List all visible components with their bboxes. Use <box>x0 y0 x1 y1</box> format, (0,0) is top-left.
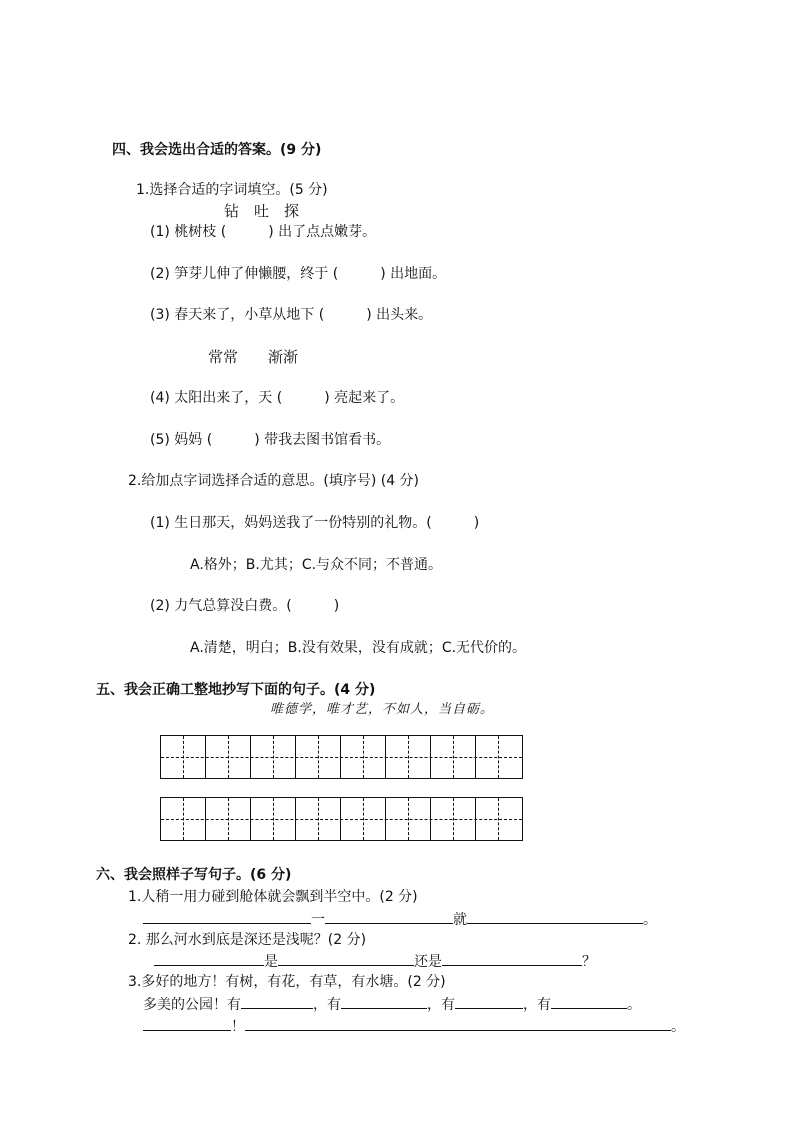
s6-q1-yi: 一 <box>311 912 325 928</box>
s6-q1-end: 。 <box>643 912 657 928</box>
s6-q2-shi: 是 <box>264 954 278 970</box>
q1-item-1: (1) 桃树枝 ( ) 出了点点嫩芽。 <box>150 224 377 240</box>
blank[interactable] <box>143 1017 231 1031</box>
blank[interactable] <box>245 1017 671 1031</box>
word-bank-b: 常常 渐渐 <box>208 348 299 366</box>
copy-sentence: 唯德学，唯才艺，不如人，当自砺。 <box>270 702 495 717</box>
q2-options-2: A.清楚，明白；B.没有效果，没有成就；C.无代价的。 <box>190 640 527 656</box>
blank[interactable] <box>455 995 523 1009</box>
word-bank-a: 钻 吐 探 <box>224 202 300 220</box>
s6-q2-end: ？ <box>582 954 596 970</box>
s6-q3-answer-line-2[interactable] <box>143 1017 685 1036</box>
writing-grid-1[interactable] <box>160 735 523 779</box>
s6-q3-comma: ，有 <box>313 997 341 1013</box>
s6-q2-title: 2. 那么河水到底是深还是浅呢？(2 分) <box>128 932 367 948</box>
s6-q3-title: 3.多好的地方！有树，有花，有草，有水塘。(2 分) <box>128 974 446 990</box>
s6-q3-end2: 。 <box>671 1019 685 1035</box>
s6-q3-end: 。 <box>627 997 641 1013</box>
s6-q1-title: 1.人稍一用力碰到舱体就会飘到半空中。(2 分) <box>128 889 418 905</box>
s6-q3-answer-line-1[interactable] <box>143 995 641 1014</box>
blank[interactable] <box>278 952 414 966</box>
s6-q1-jiu: 就 <box>453 912 467 928</box>
blank[interactable] <box>442 952 582 966</box>
q1-item-2: (2) 笋芽儿伸了伸懒腰，终于 ( ) 出地面。 <box>150 266 447 282</box>
writing-grid-2[interactable] <box>160 797 523 841</box>
section-5-heading: 五、我会正确工整地抄写下面的句子。(4 分) <box>96 682 376 698</box>
section-6-heading: 六、我会照样子写句子。(6 分) <box>96 867 292 883</box>
s6-q2-answer-line[interactable] <box>154 952 596 971</box>
q1-item-5: (5) 妈妈 ( ) 带我去图书馆看书。 <box>150 432 391 448</box>
blank[interactable] <box>341 995 427 1009</box>
q2-title: 2.给加点字词选择合适的意思。(填序号) (4 分) <box>128 473 420 489</box>
q1-title: 1.选择合适的字词填空。(5 分) <box>136 182 328 198</box>
s6-q3-start: 多美的公园！有 <box>143 997 241 1013</box>
s6-q3-comma: ，有 <box>427 997 455 1013</box>
q2-options-1: A.格外；B.尤其；C.与众不同；不普通。 <box>190 557 443 573</box>
s6-q2-haishi: 还是 <box>414 954 442 970</box>
blank[interactable] <box>241 995 313 1009</box>
q2-item-2: (2) 力气总算没白费。( ) <box>150 598 340 614</box>
blank[interactable] <box>154 952 264 966</box>
q1-item-3: (3) 春天来了，小草从地下 ( ) 出头来。 <box>150 307 433 323</box>
blank[interactable] <box>325 910 453 924</box>
blank[interactable] <box>143 910 311 924</box>
q1-item-4: (4) 太阳出来了，天 ( ) 亮起来了。 <box>150 390 405 406</box>
q2-item-1: (1) 生日那天，妈妈送我了一份特别的礼物。( ) <box>150 515 480 531</box>
s6-q1-answer-line[interactable] <box>143 910 657 929</box>
section-4-heading: 四、我会选出合适的答案。(9 分) <box>112 142 322 158</box>
s6-q3-comma: ，有 <box>523 997 551 1013</box>
s6-q3-excl: ！ <box>231 1019 245 1035</box>
blank[interactable] <box>551 995 627 1009</box>
blank[interactable] <box>467 910 643 924</box>
